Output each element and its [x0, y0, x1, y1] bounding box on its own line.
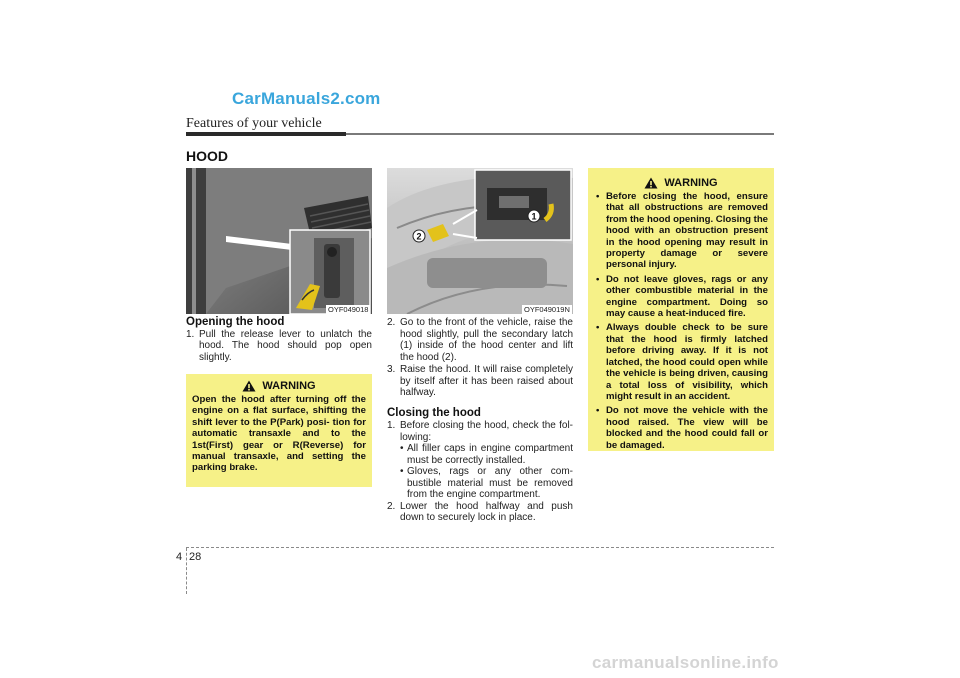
warning-item-text: Do not leave gloves, rags or any other combustible material in the engine compartment. Doing so may cause a heat-induced fire.	[606, 273, 768, 320]
step-text: Pull the release lever to unlatch the hood. The hood should pop open slightly.	[199, 328, 372, 363]
warning-triangle-icon	[242, 380, 256, 392]
opening-heading: Opening the hood	[186, 316, 285, 328]
step-text: Raise the hood. It will raise completely by itself after it has been raised about halfway.	[400, 364, 573, 398]
opening-step-1	[186, 329, 372, 364]
warning-item-text: Always double check to be sure that the hood is firmly latched before driving away. If it is not latched, the hood could open while the vehicle is being driven, causing a total loss of visibility, which might result in an accident.	[606, 322, 768, 402]
closing-bullet-2	[387, 466, 573, 501]
bullet-text: All filler caps in engine compartment must be correctly installed.	[407, 443, 573, 466]
bullet-dot: •	[400, 466, 404, 477]
step-number: 1.	[186, 328, 195, 340]
section-title: HOOD	[186, 148, 228, 164]
step-number: 3.	[387, 364, 396, 375]
closing-step-2	[387, 501, 573, 524]
figure-1-caption: OYF049018	[328, 305, 369, 314]
watermark-top: CarManuals2.com	[232, 89, 381, 108]
page-header-title: Features of your vehicle	[186, 116, 322, 131]
warning-item-text: Do not move the vehicle with the hood raised. The view will be blocked and the hood could fall or be damaged.	[606, 405, 768, 451]
warning-title-left: WARNING	[262, 380, 316, 392]
step-text: Lower the hood halfway and push down to securely lock in place.	[400, 500, 573, 523]
figure-2-caption: OYF049019N	[524, 305, 570, 314]
warning-item-2	[594, 274, 768, 320]
footer-vertical-rule	[186, 548, 187, 594]
bullet-dot: •	[596, 191, 600, 202]
bullet-dot: •	[596, 273, 600, 285]
bullet-dot: •	[400, 443, 404, 454]
page-chapter-number: 4	[176, 551, 183, 563]
column-1-text	[186, 317, 372, 363]
bullet-text: Gloves, rags or any other com- bustible material must be removed from the engine compartment.	[407, 466, 573, 500]
step-text: Go to the front of the vehicle, raise the hood slightly, pull the secondary latch (1) inside of the hood center and lift the hood (2).	[400, 317, 573, 363]
callout-1-label: 1	[531, 211, 537, 222]
bullet-dot: •	[596, 405, 600, 417]
callout-2-label: 2	[416, 231, 422, 242]
hood-release-lever-illustration	[186, 168, 372, 314]
figure-hood-release-lever	[186, 168, 372, 314]
warning-triangle-icon	[644, 177, 658, 189]
warning-list-right	[588, 189, 774, 451]
step-number: 2.	[387, 500, 396, 512]
closing-step-1	[387, 420, 573, 443]
step-number: 2.	[387, 317, 396, 328]
warning-box-right	[588, 168, 774, 451]
warning-item-text: Before closing the hood, ensure that all obstructions are removed from the hood opening. Closing the hood with an obstruction present in the hood opening may result in property damage or severe personal injury.	[606, 191, 769, 271]
closing-heading: Closing the hood	[387, 406, 481, 419]
page-number: 28	[189, 551, 202, 563]
warning-item-3	[594, 322, 768, 402]
warning-title-right: WARNING	[664, 177, 718, 189]
bullet-dot: •	[596, 322, 600, 334]
step-text: Before closing the hood, check the fol- lowing:	[400, 420, 573, 443]
footer-rule	[186, 547, 774, 548]
secondary-latch-illustration	[387, 168, 573, 314]
opening-step-3	[387, 364, 573, 399]
warning-box-left	[186, 374, 372, 487]
warning-text-left: Open the hood after turning off the engine on a flat surface, shifting the shift lever to the P(Park) posi- tion for automatic transaxle and to the 1st(First) gear or R(Reverse) for manual transaxle, and setting the parking brake.	[192, 394, 366, 474]
column-2-text	[387, 317, 573, 524]
warning-item-1	[594, 191, 768, 271]
warning-header-right	[588, 177, 774, 189]
watermark-bottom: carmanualsonline.info	[592, 653, 779, 672]
step-number: 1.	[387, 420, 396, 431]
figure-hood-secondary-latch	[387, 168, 573, 314]
opening-step-2	[387, 317, 573, 363]
closing-bullet-1	[387, 443, 573, 466]
header-rule-accent	[186, 132, 346, 136]
warning-item-4	[594, 405, 768, 451]
warning-header-left	[186, 380, 372, 392]
